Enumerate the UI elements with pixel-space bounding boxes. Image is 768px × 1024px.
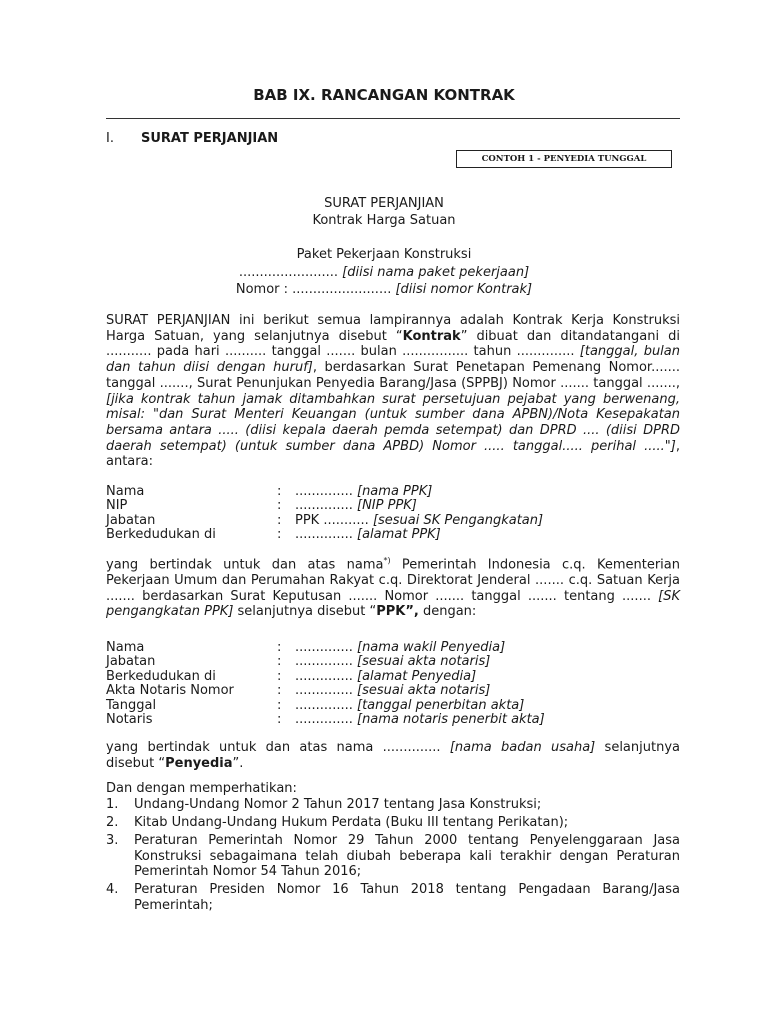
paket-dots: ........................ [238, 265, 339, 280]
provider-fields [106, 641, 545, 727]
field-hint: [tanggal penerbitan akta] [357, 697, 525, 713]
list-text: Peraturan Presiden Nomor 16 Tahun 2018 tentang Pengadaan Barang/Jasa Pemerintah; [134, 882, 680, 914]
heading-line-1: SURAT PERJANJIAN [324, 196, 444, 211]
provider-bold: Penyedia [165, 755, 233, 771]
field-label: Jabatan [106, 654, 156, 670]
ppk-paragraph [106, 553, 680, 620]
field-colon: : [277, 527, 282, 543]
field-label: Nama [106, 484, 145, 499]
intro-text-1: SURAT PERJANJIAN ini berikut semua lampirannya adalah Kontrak Kerja Konstruksi Harga Satuan, yang selanjutnya disebut “ [106, 313, 680, 344]
ppk-text-4: dengan: [418, 604, 477, 620]
field-colon: : [277, 668, 282, 684]
nomor-prefix: Nomor : ........................ [235, 282, 392, 297]
field-dots: .............. [295, 683, 353, 699]
ppk-fields [106, 485, 543, 543]
ppk-field-row [106, 528, 543, 542]
field-colon: : [277, 512, 282, 528]
field-hint: [NIP PPK] [357, 498, 417, 514]
field-dots: .............. [295, 640, 353, 655]
field-label: Nama [106, 640, 145, 655]
field-hint: [alamat Penyedia] [357, 668, 477, 684]
ppk-field-row [106, 499, 543, 513]
field-hint: [sesuai akta notaris] [357, 654, 491, 670]
field-label: NIP [106, 498, 128, 514]
list-item [106, 815, 680, 831]
paket-line [0, 264, 768, 281]
field-colon: : [277, 712, 282, 728]
ppk-text-2: Pemerintah Indonesia c.q. Kementerian Pekerjaan Umum dan Perumahan Rakyat c.q. Direktorat Jenderal ....... c.q. Satuan Kerja ....... berdasarkan Surat Keputusan ....... Nomor ....... tanggal ....... tentang ....... [106, 557, 680, 604]
intro-hint-date: [tanggal, bulan dan tahun diisi dengan huruf] [106, 344, 680, 376]
heading-line-2: Kontrak Harga Satuan [312, 213, 456, 228]
field-dots: .............. [295, 527, 353, 543]
field-hint: [sesuai SK Pengangkatan] [372, 512, 544, 528]
provider-field-row [106, 713, 545, 727]
ppk-bold: PPK”, [376, 604, 419, 620]
field-colon: : [277, 683, 282, 699]
section-title: SURAT PERJANJIAN [141, 131, 279, 146]
field-dots: PPK ........... [295, 512, 369, 528]
field-label: Berkedudukan di [106, 668, 216, 684]
provider-text-2: selanjutnya disebut “ [106, 740, 680, 771]
nomor-hint: [diisi nomor Kontrak] [395, 282, 533, 297]
nomor-line [0, 281, 768, 298]
field-label: Notaris [106, 712, 153, 728]
field-dots: .............. [295, 654, 353, 670]
list-text: Peraturan Pemerintah Nomor 29 Tahun 2000 tentang Penyelenggaraan Jasa Konstruksi sebagaimana telah diubah beberapa kali terakhir dengan Peraturan Pemerintah Nomor 54 Tahun 2016; [134, 833, 680, 880]
ppk-field-row [106, 485, 543, 499]
title-divider [106, 118, 680, 119]
intro-text-3: , berdasarkan Surat Penetapan Pemenang Nomor....... tanggal ......., Surat Penunjukan Penyedia Barang/Jasa (SPPBJ) Nomor ....... tanggal ......., [106, 360, 680, 391]
field-hint: [nama wakil Penyedia] [357, 640, 506, 655]
field-dots: .............. [295, 668, 353, 684]
field-hint: [nama PPK] [357, 484, 433, 499]
list-text: Undang-Undang Nomor 2 Tahun 2017 tentang Jasa Konstruksi; [134, 797, 542, 812]
list-item [106, 882, 680, 913]
field-dots: .............. [295, 484, 353, 499]
provider-field-row [106, 655, 545, 669]
list-number: 2. [106, 815, 119, 831]
ppk-hint: [SK pengangkatan PPK] [106, 588, 680, 620]
field-colon: : [277, 498, 282, 514]
field-dots: .............. [295, 697, 353, 713]
list-item [106, 833, 680, 880]
field-colon: : [277, 640, 282, 655]
considering-heading: Dan dengan memperhatikan: [106, 781, 297, 796]
page-title: BAB IX. RANCANGAN KONTRAK [253, 86, 515, 104]
field-hint: [sesuai akta notaris] [357, 683, 491, 699]
list-item [106, 797, 680, 813]
provider-field-row [106, 670, 545, 684]
field-label: Akta Notaris Nomor [106, 683, 234, 699]
intro-kontrak: Kontrak [402, 328, 461, 344]
field-label: Jabatan [106, 512, 156, 528]
field-label: Berkedudukan di [106, 527, 216, 543]
list-number: 1. [106, 797, 119, 812]
intro-text-2: ” dibuat dan ditandatangani di ........... pada hari .......... tanggal ....... bulan ................ tahun .............. [106, 328, 680, 360]
provider-field-row [106, 684, 545, 698]
field-hint: [nama notaris penerbit akta] [357, 712, 545, 728]
field-colon: : [277, 697, 282, 713]
paket-hint: [diisi nama paket pekerjaan] [342, 265, 530, 280]
provider-text-3: ”. [232, 755, 244, 771]
legal-basis-list [106, 797, 680, 916]
provider-text-1: yang bertindak untuk dan atas nama .............. [106, 740, 450, 755]
ppk-footnote-mark: *) [383, 556, 391, 565]
field-label: Tanggal [106, 697, 157, 713]
heading-line-3: Paket Pekerjaan Konstruksi [296, 247, 472, 262]
ppk-text-1: yang bertindak untuk dan atas nama [106, 557, 384, 573]
provider-field-row [106, 641, 545, 655]
provider-hint: [nama badan usaha] [449, 740, 596, 755]
field-dots: .............. [295, 712, 353, 728]
list-number: 3. [106, 833, 119, 849]
field-dots: .............. [295, 498, 353, 514]
intro-hint-multiyear: [jika kontrak tahun jamak ditambahkan surat persetujuan pejabat yang berwenang, misal: "dan Surat Menteri Keuangan (untuk sumber dana APBN)/Nota Kesepakatan bersama antara ..... (diisi kepala daerah pemda setempat) dan DPRD .... (diisi DPRD daerah setempat) (untuk sumber dana APBD) Nomor ..... tanggal..... perihal ....."] [106, 391, 680, 454]
intro-paragraph [106, 313, 680, 470]
ppk-text-3: selanjutnya disebut “ [233, 604, 377, 620]
field-colon: : [277, 484, 282, 499]
ppk-field-row [106, 514, 543, 528]
intro-text-4: , antara: [106, 438, 680, 470]
list-text: Kitab Undang-Undang Hukum Perdata (Buku III tentang Perikatan); [134, 815, 569, 831]
field-hint: [alamat PPK] [357, 527, 441, 543]
list-number: 4. [106, 882, 119, 898]
provider-paragraph [106, 740, 680, 771]
field-colon: : [277, 654, 282, 670]
provider-field-row [106, 699, 545, 713]
section-number: I. [106, 131, 114, 146]
example-label-box: CONTOH 1 - PENYEDIA TUNGGAL [456, 150, 672, 168]
